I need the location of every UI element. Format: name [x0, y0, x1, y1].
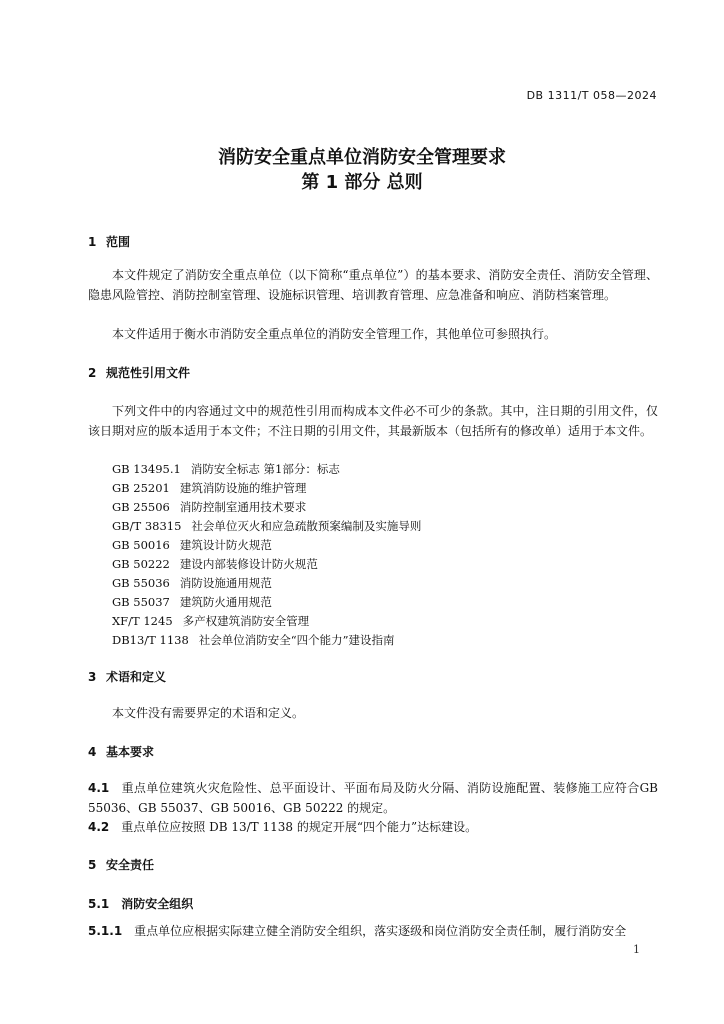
section-title: 基本要求	[106, 745, 155, 759]
paragraph: 本文件没有需要界定的术语和定义。	[112, 706, 305, 720]
reference-item	[112, 499, 306, 515]
section-3-heading	[88, 668, 166, 685]
reference-item	[112, 518, 421, 534]
reference-item	[112, 556, 318, 572]
clause-number: 4.2	[88, 820, 110, 834]
document-number: DB 1311/T 058—2024	[526, 89, 657, 102]
paragraph: 本文件规定了消防安全重点单位（以下简称“重点单位”）的基本要求、消防安全责任、消防安全管理、隐患风险管控、消防控制室管理、设施标识管理、培训教育管理、应急准备和响应、消防档案管理。	[88, 268, 658, 302]
reference-item	[112, 575, 272, 591]
reference-code: GB 55036	[112, 576, 170, 590]
reference-code: XF/T 1245	[112, 614, 173, 628]
paragraph: 本文件适用于衡水市消防安全重点单位的消防安全管理工作，其他单位可参照执行。	[112, 327, 557, 341]
reference-item	[112, 461, 340, 477]
reference-code: GB 25201	[112, 481, 170, 495]
reference-code: GB 50222	[112, 557, 170, 571]
section-title: 安全责任	[106, 858, 155, 872]
clause-number: 5.1	[88, 897, 110, 911]
reference-item	[112, 613, 309, 629]
reference-code: GB 25506	[112, 500, 170, 514]
paragraph: 下列文件中的内容通过文中的规范性引用而构成本文件必不可少的条款。其中，注日期的引用文件，仅该日期对应的版本适用于本文件；不注日期的引用文件，其最新版本（包括所有的修改单）适用于本文件。	[88, 404, 658, 438]
section-5-heading	[88, 856, 154, 873]
reference-title: 建筑防火通用规范	[179, 595, 272, 609]
reference-title: 消防控制室通用技术要求	[179, 500, 307, 514]
section-title: 术语和定义	[106, 670, 167, 684]
reference-code: GB/T 38315	[112, 519, 182, 533]
clause-text: 重点单位应按照 DB 13/T 1138 的规定开展“四个能力”达标建设。	[121, 820, 478, 834]
clause-5-1-heading	[88, 895, 193, 912]
document-subtitle: 第 1 部分 总则	[301, 172, 423, 193]
clause-4-2	[88, 818, 658, 838]
document-title: 消防安全重点单位消防安全管理要求	[218, 147, 506, 168]
clause-number: 4.1	[88, 781, 110, 795]
reference-item	[112, 537, 272, 553]
clause-title: 消防安全组织	[121, 897, 194, 911]
section-number: 3	[88, 670, 97, 684]
reference-item	[112, 480, 306, 496]
reference-title: 多产权建筑消防安全管理	[182, 614, 310, 628]
reference-title: 消防安全标志 第1部分：标志	[190, 462, 340, 476]
section-number: 5	[88, 858, 97, 872]
reference-item	[112, 594, 272, 610]
reference-code: GB 50016	[112, 538, 170, 552]
section-number: 1	[88, 235, 97, 249]
reference-item	[112, 632, 395, 648]
section-number: 2	[88, 366, 97, 380]
reference-title: 建设内部装修设计防火规范	[179, 557, 318, 571]
section-2-heading	[88, 364, 190, 381]
section-title: 规范性引用文件	[106, 366, 191, 380]
reference-title: 社会单位消防安全“四个能力”建设指南	[198, 633, 395, 647]
clause-text: 重点单位建筑火灾危险性、总平面设计、平面布局及防火分隔、消防设施配置、装修施工应符合GB 55036、GB 55037、GB 50016、GB 50222 的规定。	[88, 781, 658, 815]
reference-title: 建筑设计防火规范	[179, 538, 272, 552]
reference-title: 社会单位灭火和应急疏散预案编制及实施导则	[191, 519, 422, 533]
clause-4-1	[88, 779, 658, 818]
section-4-heading	[88, 743, 154, 760]
reference-title: 建筑消防设施的维护管理	[179, 481, 307, 495]
reference-title: 消防设施通用规范	[179, 576, 272, 590]
section-1-heading	[88, 233, 130, 250]
clause-5-1-1	[88, 922, 626, 941]
clause-text: 重点单位应根据实际建立健全消防安全组织，落实逐级和岗位消防安全责任制，履行消防安全	[134, 924, 627, 938]
reference-code: GB 55037	[112, 595, 170, 609]
reference-code: GB 13495.1	[112, 462, 181, 476]
section-title: 范围	[106, 235, 131, 249]
reference-code: DB13/T 1138	[112, 633, 189, 647]
page-number: 1	[633, 943, 640, 956]
clause-number: 5.1.1	[88, 924, 123, 938]
section-number: 4	[88, 745, 97, 759]
